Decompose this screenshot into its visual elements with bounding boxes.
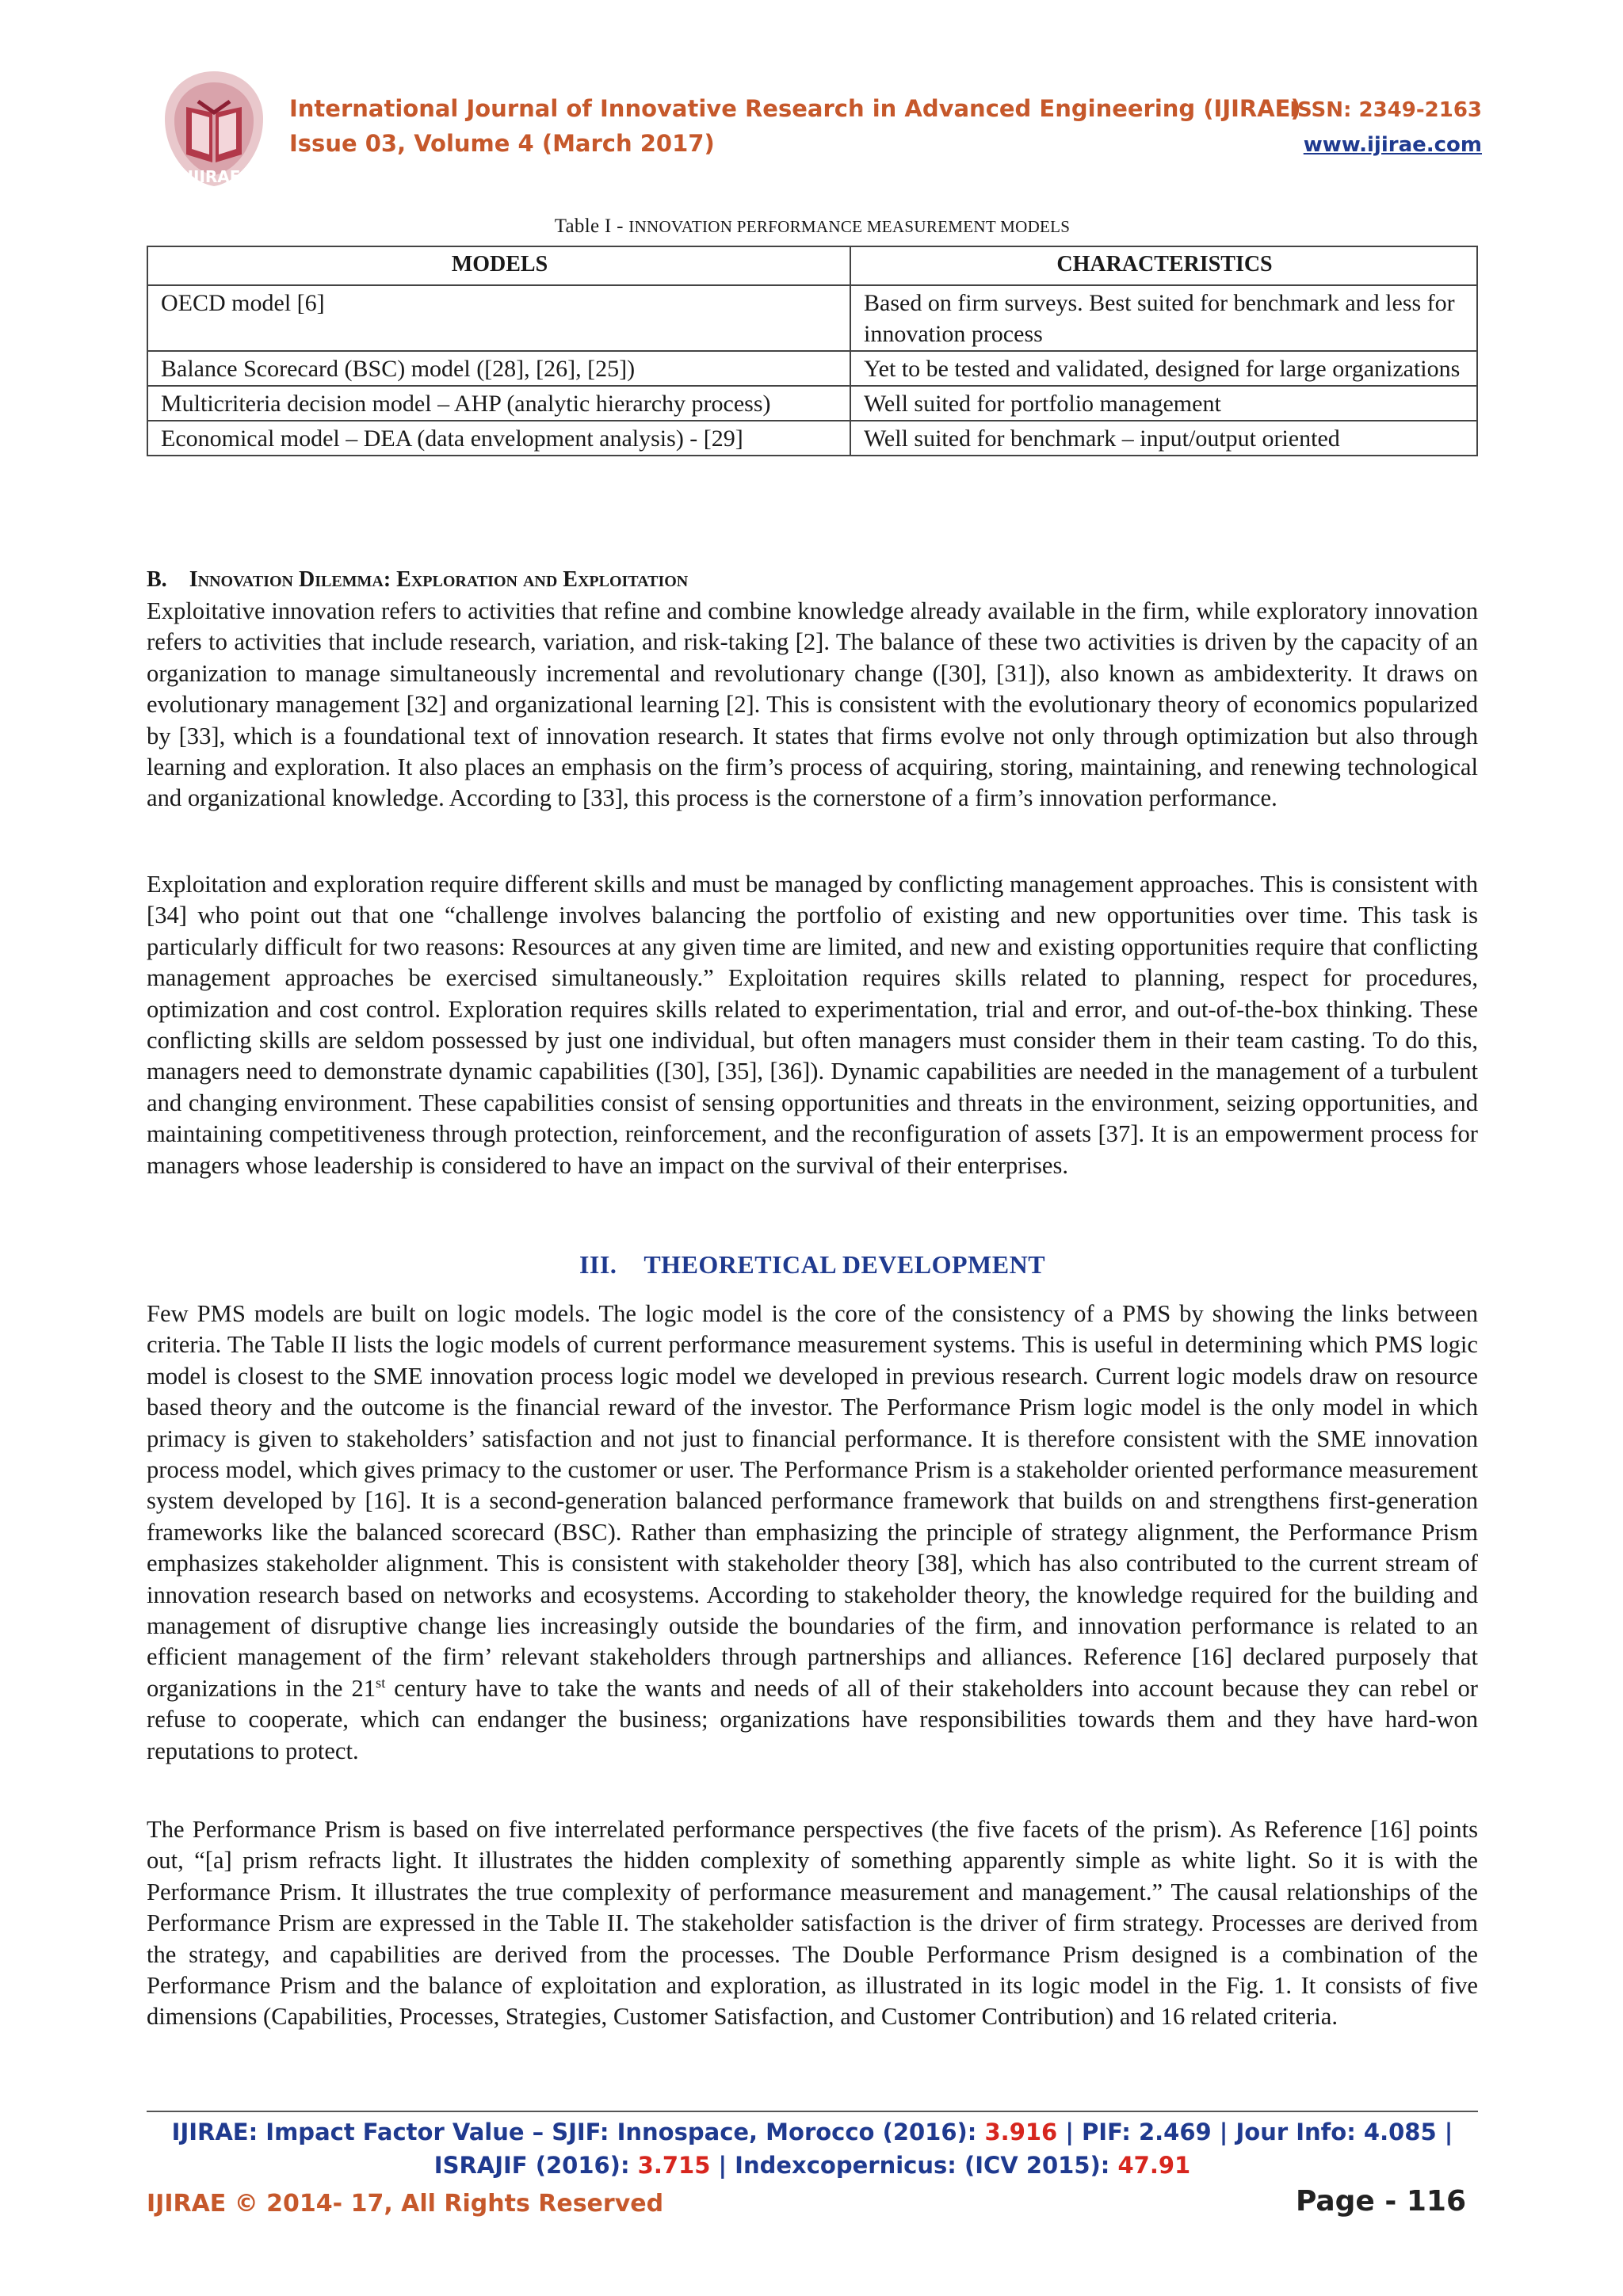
table-header-characteristics: CHARACTERISTICS — [850, 246, 1477, 285]
issue-info: Issue 03, Volume 4 (March 2017) — [289, 130, 715, 157]
table-cell-characteristics: Based on firm surveys. Best suited for benchmark and less for innovation process — [850, 285, 1477, 351]
page-header — [151, 63, 1482, 190]
table-header-row — [147, 246, 1477, 285]
journal-website-link[interactable]: www.ijirae.com — [1303, 133, 1482, 157]
footer-impact-line-2: ISRAJIF (2016): 3.715 | Indexcopernicus: (ICV 2015): 47.91 — [433, 2152, 1191, 2179]
section-b-paragraph-1: Exploitative innovation refers to activities that refine and combine knowledge already available in the firm, while exploratory innovation refers to activities that include research, variation, and risk-taking [2]. The balance of these two activities is driven by the capacity of an organization to manage simultaneously incremental and revolutionary change ([30], [31]), also known as ambidexterity. It draws on evolutionary management [32] and organizational learning [2]. This is consistent with the evolutionary theory of economics popularized by [33], which is a foundational text of innovation research. It states that firms evolve not only through optimization but also through learning and exploration. It also places an emphasis on the firm’s process of acquiring, storing, maintaining, and renewing technological and organizational knowledge. According to [33], this process is the cornerstone of a firm’s innovation performance. — [147, 597, 1478, 812]
section-iii-paragraph-1: Few PMS models are built on logic models. The logic model is the core of the consistency of a PMS by showing the links between criteria. The Table II lists the logic models of current performance measurement systems. This is useful in determining which PMS logic model is closest to the SME innovation process logic model we developed in previous research. Current logic models draw on resource based theory and the outcome is the financial reward of the investor. The Performance Prism logic model is the only model in which primacy is given to stakeholders’ satisfaction and not just to financial performance. It is therefore consistent with the SME innovation process model, which gives primacy to the customer or user. The Performance Prism is a stakeholder oriented performance measurement system developed by [16]. It is a second-generation balanced performance framework that builds on and strengthens first-generation frameworks like the balanced scorecard (BSC). Rather than emphasizing the principle of strategy alignment, the Performance Prism emphasizes stakeholder alignment. This is consistent with stakeholder theory [38], which has also contributed to the current stream of innovation research based on networks and ecosystems. According to stakeholder theory, the knowledge required for the building and management of disruptive change lies increasingly outside the boundaries of the firm, and innovation performance is related to an efficient management of the firm’ relevant stakeholders through partnerships and alliances. Reference [16] declared purposely that organizations in the 21st century have to take the wants and needs of all of their stakeholders into account because they can rebel or refuse to cooperate, which can endanger the business; organizations have responsibilities towards them and they have hard-won reputations to protect. — [147, 1300, 1478, 1764]
section-iii-paragraph-2: The Performance Prism is based on five interrelated performance perspectives (the five facets of the prism). As Reference [16] points out, “[a] prism refracts light. It illustrates the hidden complexity of something apparently simple as white light. So it is with the Performance Prism. It illustrates the true complexity of performance measurement and management.” The causal relationships of the Performance Prism are expressed in the Table II. The stakeholder satisfaction is the driver of firm strategy. Processes are derived from the strategy, and capabilities are derived from the processes. The Double Performance Prism designed is a combination of the Performance Prism and the balance of exploitation and exploration, as illustrated in its logic model in the Fig. 1. It consists of five dimensions (Capabilities, Processes, Strategies, Customer Satisfaction, and Customer Contribution) and 16 related criteria. — [147, 1816, 1478, 2031]
footer-divider — [147, 2111, 1478, 2112]
footer-copyright: IJIRAE © 2014- 17, All Rights Reserved — [147, 2190, 664, 2218]
section-b-heading: B. Innovation Dilemma: Exploration and Exploitation — [147, 567, 689, 592]
table-cell-model: Economical model – DEA (data envelopment analysis) - [29] — [147, 421, 850, 456]
issn: ISSN: 2349-2163 — [1289, 98, 1482, 122]
table-cell-characteristics: Yet to be tested and validated, designed for large organizations — [850, 351, 1477, 386]
table-caption: Table I - INNOVATION PERFORMANCE MEASUREMENT MODELS — [554, 215, 1071, 237]
page-number: Page - 116 — [1295, 2185, 1466, 2218]
table-cell-characteristics: Well suited for benchmark – input/output oriented — [850, 421, 1477, 456]
table-cell-model: OECD model [6] — [147, 285, 850, 351]
journal-title: International Journal of Innovative Research in Advanced Engineering (IJIRAE) — [289, 95, 1301, 122]
table-row — [147, 386, 1477, 421]
table-header-models: MODELS — [147, 246, 850, 285]
section-iii-heading: III. THEORETICAL DEVELOPMENT — [579, 1250, 1046, 1279]
table-cell-characteristics: Well suited for portfolio management — [850, 386, 1477, 421]
table-row — [147, 421, 1477, 456]
section-b-paragraph-2: Exploitation and exploration require different skills and must be managed by conflicting management approaches. This is consistent with [34] who point out that one “challenge involves balancing the portfolio of existing and new opportunities over time. This task is particularly difficult for two reasons: Resources at any given time are limited, and new and existing opportunities require that conflicting management approaches be exercised simultaneously.” Exploitation requires skills related to planning, respect for procedures, optimization and cost control. Exploration requires skills related to experimentation, trial and error, and out-of-the-box thinking. These conflicting skills are seldom possessed by just one individual, but often managers must consider them in their team casting. To do this, managers need to demonstrate dynamic capabilities ([30], [35], [36]). Dynamic capabilities are needed in the management of a turbulent and changing environment. These capabilities consist of sensing opportunities and threats in the environment, seizing opportunities, and maintaining competitiveness through protection, reinforcement, and the reconfiguration of assets [37]. It is an empowerment process for managers whose leadership is considered to have an impact on the survival of their enterprises. — [147, 871, 1478, 1179]
table-row — [147, 351, 1477, 386]
table-cell-model: Balance Scorecard (BSC) model ([28], [26], [25]) — [147, 351, 850, 386]
table-row — [147, 285, 1477, 351]
svg-text:IJIRAE: IJIRAE — [187, 167, 241, 186]
models-table — [147, 246, 1478, 456]
table-cell-model: Multicriteria decision model – AHP (analytic hierarchy process) — [147, 386, 850, 421]
footer-impact-line-1: IJIRAE: Impact Factor Value – SJIF: Innospace, Morocco (2016): 3.916 | PIF: 2.469 | Jour Info: 4.085 | — [171, 2119, 1453, 2145]
ijirae-logo — [151, 63, 277, 190]
